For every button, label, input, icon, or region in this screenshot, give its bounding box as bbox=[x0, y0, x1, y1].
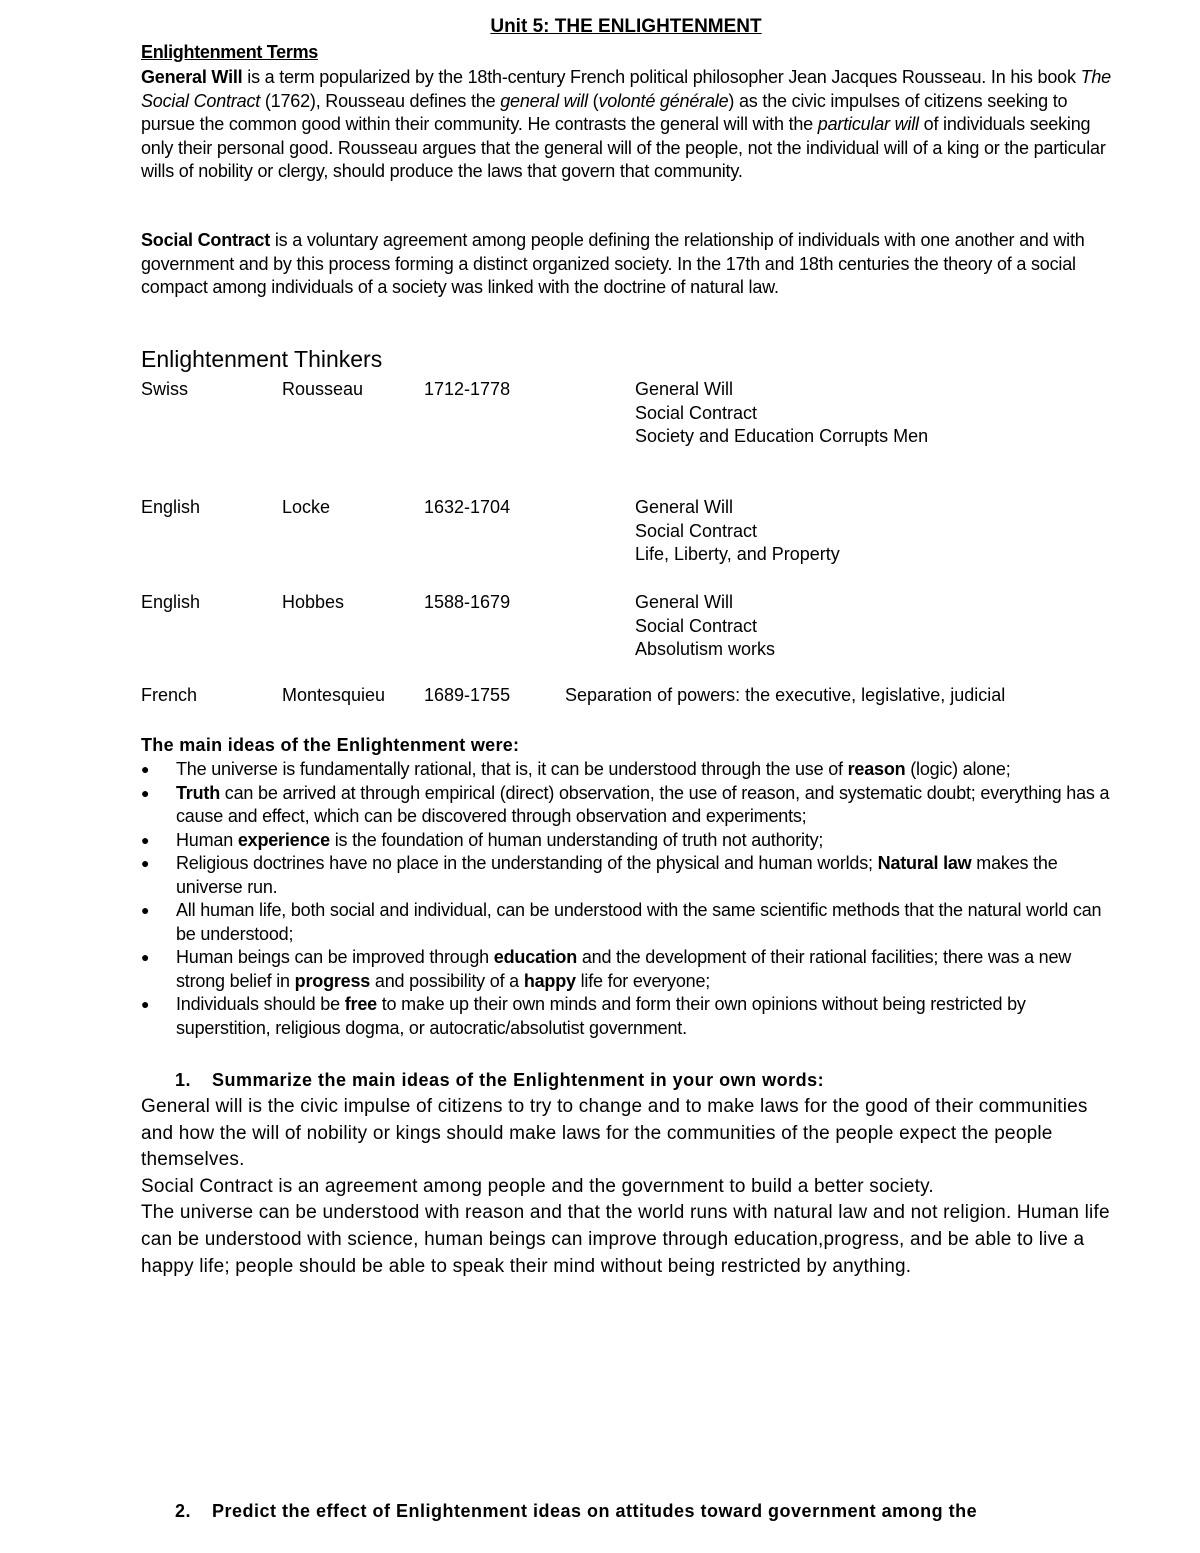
idea-text: makes the universe run. bbox=[176, 853, 1058, 897]
idea-keyword: reason bbox=[847, 759, 906, 779]
list-item bbox=[141, 946, 1121, 993]
page-title: Unit 5: THE ENLIGHTENMENT bbox=[490, 16, 762, 37]
thinker-nationality: English bbox=[141, 592, 201, 612]
thinker-dates: 1588-1679 bbox=[424, 592, 511, 612]
thinker-name: Montesquieu bbox=[282, 685, 386, 705]
idea-text: The universe is fundamentally rational, that is, it can be understood through the use of bbox=[176, 759, 848, 779]
thinker-nationality: English bbox=[141, 497, 201, 517]
bullet-icon: ● bbox=[141, 761, 150, 777]
general-will-term: General Will bbox=[141, 67, 243, 87]
idea-keyword: experience bbox=[237, 829, 330, 850]
paragraph-text: ( bbox=[587, 90, 599, 111]
thinker-name: Hobbes bbox=[282, 592, 345, 612]
idea-text: (logic) alone; bbox=[905, 759, 1011, 779]
question-2 bbox=[175, 1501, 977, 1522]
thinker-nationality: Swiss bbox=[141, 379, 189, 399]
thinker-idea: Life, Liberty, and Property bbox=[635, 544, 840, 564]
answer-line: General will is the civic impulse of citizens to try to change and to make laws for the good of their communities and how the will of nobility or kings should make laws for the communities of the people expect the people themselves. bbox=[141, 1096, 1088, 1171]
thinker-ideas bbox=[635, 591, 775, 662]
thinker-idea: Separation of powers: the executive, legislative, judicial bbox=[565, 685, 1006, 705]
list-item bbox=[141, 852, 1121, 899]
thinker-idea: General Will bbox=[635, 592, 734, 612]
idea-text: Individuals should be bbox=[176, 994, 345, 1014]
idea-text: Religious doctrines have no place in the understanding of the physical and human worlds; bbox=[176, 853, 878, 873]
paragraph-text: is a voluntary agreement among people defining the relationship of individuals with one another and with government and by this process forming a distinct organized society. In the 17th and 18th centuries the theory of a social compact among individuals of a society was linked with the doctrine of natural law. bbox=[141, 230, 1085, 297]
idea-text: Human beings can be improved through bbox=[176, 947, 494, 967]
main-ideas-heading: The main ideas of the Enlightenment were: bbox=[141, 735, 520, 755]
paragraph-text: ) as the civic impulses of citizens seeking to pursue the common good within their community. He contrasts the general will with the bbox=[141, 90, 1068, 134]
thinker-idea: Social Contract bbox=[635, 615, 758, 636]
thinker-nationality: French bbox=[141, 685, 198, 705]
list-item bbox=[141, 829, 1121, 853]
general-will-paragraph bbox=[141, 66, 1121, 184]
answer-line: The universe can be understood with reason and that the world runs with natural law and not religion. Human life can be understood with science, human beings can improve through education,progress, and be able to live a happy life; people should be able to speak their mind without being restricted by anything. bbox=[141, 1202, 1110, 1277]
bullet-icon: ● bbox=[141, 902, 150, 918]
idea-text: can be arrived at through empirical (direct) observation, the use of reason, and systematic doubt; everything has a cause and effect, which can be discovered through observation and experiments; bbox=[176, 782, 1110, 826]
question-1 bbox=[175, 1070, 824, 1091]
thinker-name: Rousseau bbox=[282, 379, 364, 399]
idea-text: All human life, both social and individual, can be understood with the same scientific methods that the natural world can be understood; bbox=[176, 900, 1102, 944]
thinker-name: Locke bbox=[282, 497, 331, 517]
idea-text: is the foundation of human understanding of truth not authority; bbox=[329, 829, 824, 850]
paragraph-text: (1762), Rousseau defines the bbox=[260, 90, 501, 111]
idea-keyword: free bbox=[344, 994, 377, 1014]
answer-line: Social Contract is an agreement among people and the government to build a better society. bbox=[141, 1175, 934, 1197]
list-item bbox=[141, 782, 1121, 829]
question-number: 2. bbox=[175, 1501, 192, 1521]
idea-text: life for everyone; bbox=[575, 970, 711, 991]
question-text: Summarize the main ideas of the Enlightenment in your own words: bbox=[212, 1070, 825, 1090]
thinker-idea: General Will bbox=[635, 497, 734, 517]
italic-term: volonté générale bbox=[598, 90, 729, 111]
thinker-dates: 1632-1704 bbox=[424, 497, 511, 517]
main-ideas-list bbox=[141, 758, 1121, 1040]
social-contract-term: Social Contract bbox=[141, 230, 271, 250]
paragraph-text: of individuals seeking only their personal good. Rousseau argues that the general will of the people, not the individual will of a king or the particular wills of nobility or clergy, should produce the laws that govern that community. bbox=[141, 114, 1106, 181]
idea-keyword: Natural law bbox=[877, 853, 972, 873]
italic-term: general will bbox=[500, 90, 588, 111]
thinker-idea: Social Contract bbox=[635, 520, 758, 541]
idea-keyword: education bbox=[493, 947, 578, 967]
bullet-icon: ● bbox=[141, 949, 150, 965]
bullet-icon: ● bbox=[141, 996, 150, 1012]
terms-heading: Enlightenment Terms bbox=[141, 42, 318, 62]
list-item bbox=[141, 993, 1121, 1040]
bullet-icon: ● bbox=[141, 784, 150, 801]
thinker-ideas bbox=[635, 496, 840, 567]
thinker-idea: Absolutism works bbox=[635, 639, 776, 659]
idea-keyword: Truth bbox=[176, 782, 220, 803]
thinker-dates: 1712-1778 bbox=[424, 379, 511, 399]
thinker-ideas bbox=[635, 378, 928, 449]
list-item bbox=[141, 899, 1121, 946]
social-contract-paragraph bbox=[141, 229, 1121, 300]
idea-text: and the development of their rational facilities; there was a new strong belief in bbox=[176, 947, 1072, 991]
thinker-idea: General Will bbox=[635, 379, 734, 399]
thinker-idea: Society and Education Corrupts Men bbox=[635, 426, 929, 446]
thinker-idea: Social Contract bbox=[635, 402, 758, 423]
question-number: 1. bbox=[175, 1070, 192, 1090]
answer-1 bbox=[141, 1094, 1121, 1280]
paragraph-text: is a term popularized by the 18th-century French political philosopher Jean Jacques Rousseau. In his book bbox=[242, 67, 1081, 87]
idea-keyword: happy bbox=[523, 970, 576, 991]
thinker-dates: 1689-1755 bbox=[424, 685, 511, 705]
bullet-icon: ● bbox=[141, 855, 150, 871]
idea-text: Human bbox=[176, 829, 238, 850]
book-title: The Social Contract bbox=[141, 67, 1111, 111]
italic-term: particular will bbox=[817, 114, 919, 134]
bullet-icon: ● bbox=[141, 831, 150, 848]
question-text: Predict the effect of Enlightenment ideas on attitudes toward government among the bbox=[212, 1501, 978, 1521]
idea-text: to make up their own minds and form their own opinions without being restricted by superstition, religious dogma, or autocratic/absolutist government. bbox=[176, 994, 1026, 1038]
list-item bbox=[141, 758, 1121, 782]
idea-text: and possibility of a bbox=[370, 970, 524, 991]
thinkers-heading: Enlightenment Thinkers bbox=[141, 346, 383, 372]
idea-keyword: progress bbox=[294, 970, 371, 991]
